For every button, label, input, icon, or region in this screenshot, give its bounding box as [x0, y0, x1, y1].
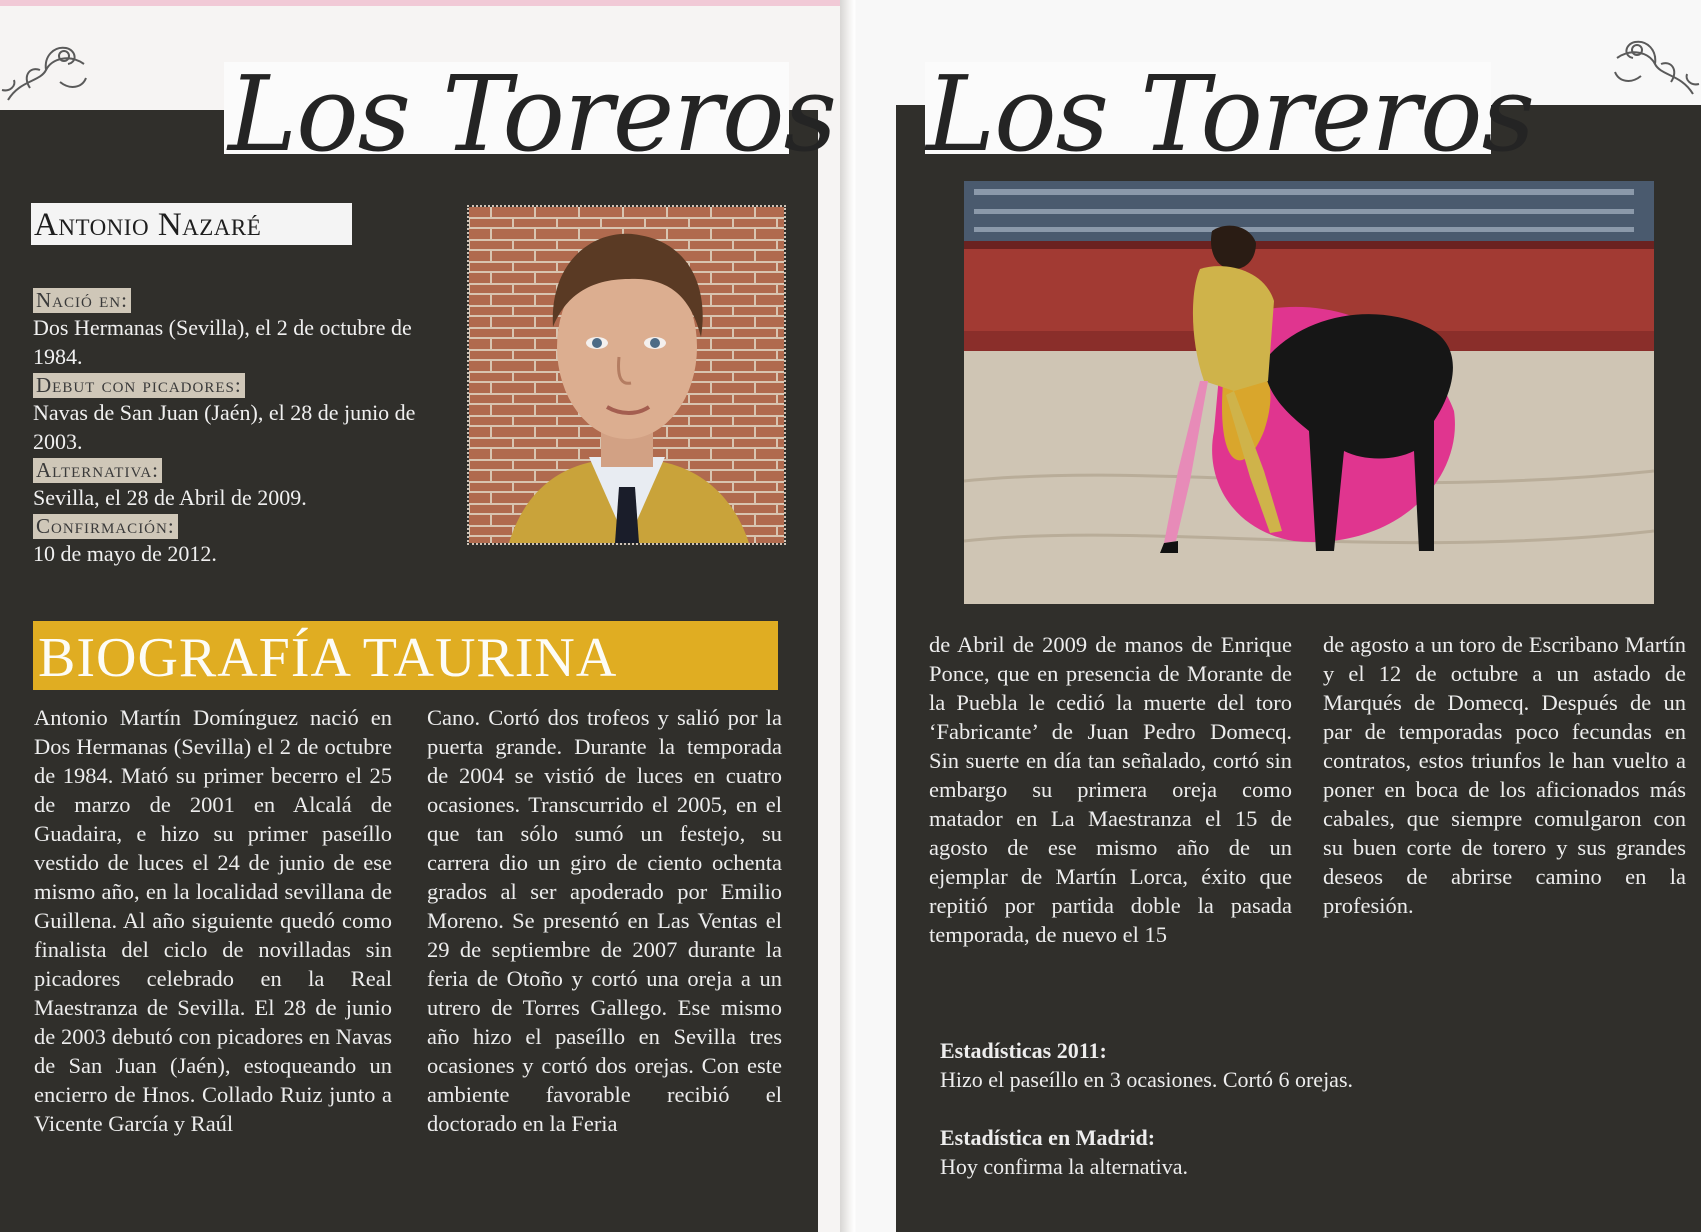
article-column: Antonio Martín Domínguez nació en Dos Hermanas (Sevilla) el 2 de octubre de 1984. Mató su primer becerro el 25 de marzo de 2001 en Alcalá de Guadaira, e hizo su primer paseíllo vestido de luces el 24 de junio de ese mismo año, en la localidad sevillana de Guillena. Al año siguiente quedó como finalista del ciclo de novilladas sin picadores celebrado en la Real Maestranza de Sevilla. El 28 de junio de 2003 debutó con picadores en Navas de San Juan (Jaén), estoqueando un encierro de Hnos. Collado Ruiz junto a Vicente García y Raúl	[34, 705, 392, 1136]
flourish-ornament-icon	[0, 30, 92, 110]
info-value: Sevilla, el 28 de Abril de 2009.	[33, 485, 307, 510]
info-value: Navas de San Juan (Jaén), el 28 de junio de 2003.	[33, 400, 416, 454]
stats-label: Estadística en Madrid:	[940, 1125, 1156, 1150]
info-item	[33, 512, 433, 568]
stats-block	[940, 1036, 1540, 1181]
info-value: Dos Hermanas (Sevilla), el 2 de octubre de 1984.	[33, 315, 412, 369]
info-label: Debut con picadores:	[33, 373, 245, 398]
info-label: Confirmación:	[33, 514, 178, 539]
stats-value: Hoy confirma la alternativa.	[940, 1154, 1189, 1179]
article-column: de Abril de 2009 de manos de Enrique Ponce, que en presencia de Morante de la Puebla le cedió la muerte del toro ‘Fabricante’ de Juan Pedro Domecq. Sin suerte en día tan señalado, cortó sin embargo su primera oreja como matador en La Maestranza el 15 de agosto de ese mismo año de un ejemplar de Martín Lorca, éxito que repitió por partida doble la pasada temporada, de nuevo el 15	[929, 632, 1292, 947]
stats-value: Hizo el paseíllo en 3 ocasiones. Cortó 6 orejas.	[940, 1067, 1354, 1092]
info-item	[33, 371, 433, 456]
info-list	[33, 286, 433, 568]
flourish-ornament-icon	[1604, 24, 1701, 104]
page-title: Los Toreros	[228, 53, 836, 175]
page-title: Los Toreros	[926, 53, 1534, 175]
info-item	[33, 286, 433, 371]
portrait-photo	[467, 205, 786, 545]
bullfight-photo	[964, 181, 1654, 604]
info-label: Alternativa:	[33, 458, 162, 483]
section-title: BIOGRAFÍA TAURINA	[38, 627, 618, 689]
stats-label: Estadísticas 2011:	[940, 1038, 1107, 1063]
article-column: de agosto a un toro de Escribano Martín y el 12 de octubre a un astado de Marqués de Domecq. Después de un par de temporadas poco fecundas en contratos, estos triunfos le han vuelto a poner en boca de los aficionados más cabales, que siempre comulgaron con su buen corte de torero y sus grandes deseos de abrirse camino en la profesión.	[1323, 632, 1686, 918]
page-edge	[0, 0, 848, 6]
info-value: 10 de mayo de 2012.	[33, 541, 217, 566]
info-item	[33, 456, 433, 512]
torero-name: Antonio Nazaré	[34, 207, 262, 243]
info-label: Nació en:	[33, 288, 131, 313]
article-column: Cano. Cortó dos trofeos y salió por la puerta grande. Durante la temporada de 2004 se vistió de luces en cuatro ocasiones. Transcurrido el 2005, en el que tan sólo sumó un festejo, su carrera dio un giro de ciento ochenta grados al ser apoderado por Emilio Moreno. Se presentó en Las Ventas el 29 de septiembre de 2007 durante la feria de Otoño y cortó una oreja a un utrero de Torres Gallego. Ese mismo año hizo el paseíllo en Sevilla tres ocasiones y cortó dos orejas. Con este ambiente favorable recibió el doctorado en la Feria	[427, 705, 782, 1136]
